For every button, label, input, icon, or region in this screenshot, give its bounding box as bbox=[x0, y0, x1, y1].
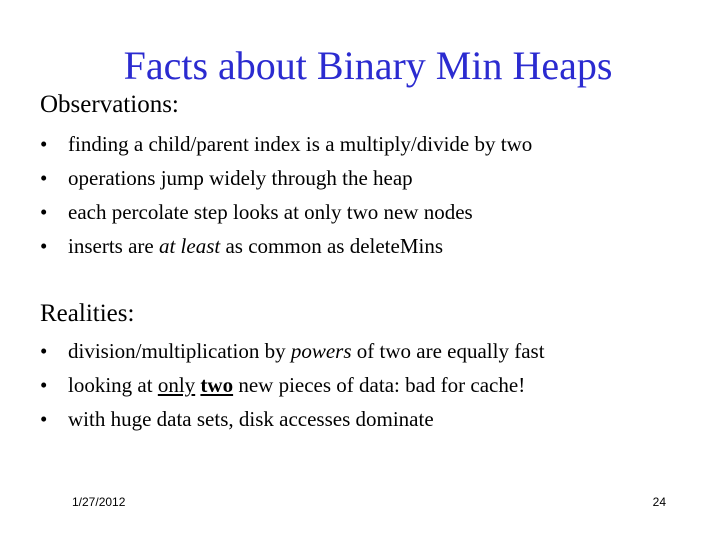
bold-underlined-text: two bbox=[200, 373, 234, 397]
text-segment: as common as deleteMins bbox=[220, 234, 444, 258]
realities-heading: Realities: bbox=[40, 300, 135, 327]
bullet-icon: • bbox=[40, 166, 48, 190]
page-number: 24 bbox=[652, 495, 666, 509]
text-segment: division/multiplication by bbox=[68, 339, 291, 363]
bullet-icon: • bbox=[40, 132, 48, 156]
footer-date: 1/27/2012 bbox=[72, 495, 126, 509]
text-segment: new pieces of data: bad for cache! bbox=[233, 373, 526, 397]
bullet-icon: • bbox=[40, 373, 48, 397]
text-segment: inserts are bbox=[68, 234, 159, 258]
bullet-text bbox=[68, 372, 525, 398]
emphasis-text: powers bbox=[290, 339, 352, 363]
bullet-text: operations jump widely through the heap bbox=[68, 166, 413, 190]
bullet-text: each percolate step looks at only two new nodes bbox=[68, 200, 473, 224]
bullet-icon: • bbox=[40, 339, 48, 363]
observations-heading: Observations: bbox=[40, 91, 179, 118]
bullet-text bbox=[68, 338, 545, 364]
text-segment: of two are equally fast bbox=[351, 339, 545, 363]
bullet-text: with huge data sets, disk accesses dominate bbox=[68, 407, 434, 431]
emphasis-text: at least bbox=[158, 234, 221, 258]
underlined-text: only bbox=[157, 373, 196, 397]
text-segment: looking at bbox=[68, 373, 158, 397]
bullet-text: finding a child/parent index is a multiply/divide by two bbox=[68, 132, 533, 156]
bullet-icon: • bbox=[40, 200, 48, 224]
bullet-text bbox=[68, 233, 443, 259]
bullet-icon: • bbox=[40, 234, 48, 258]
bullet-icon: • bbox=[40, 407, 48, 431]
slide-title: Facts about Binary Min Heaps bbox=[123, 43, 613, 88]
